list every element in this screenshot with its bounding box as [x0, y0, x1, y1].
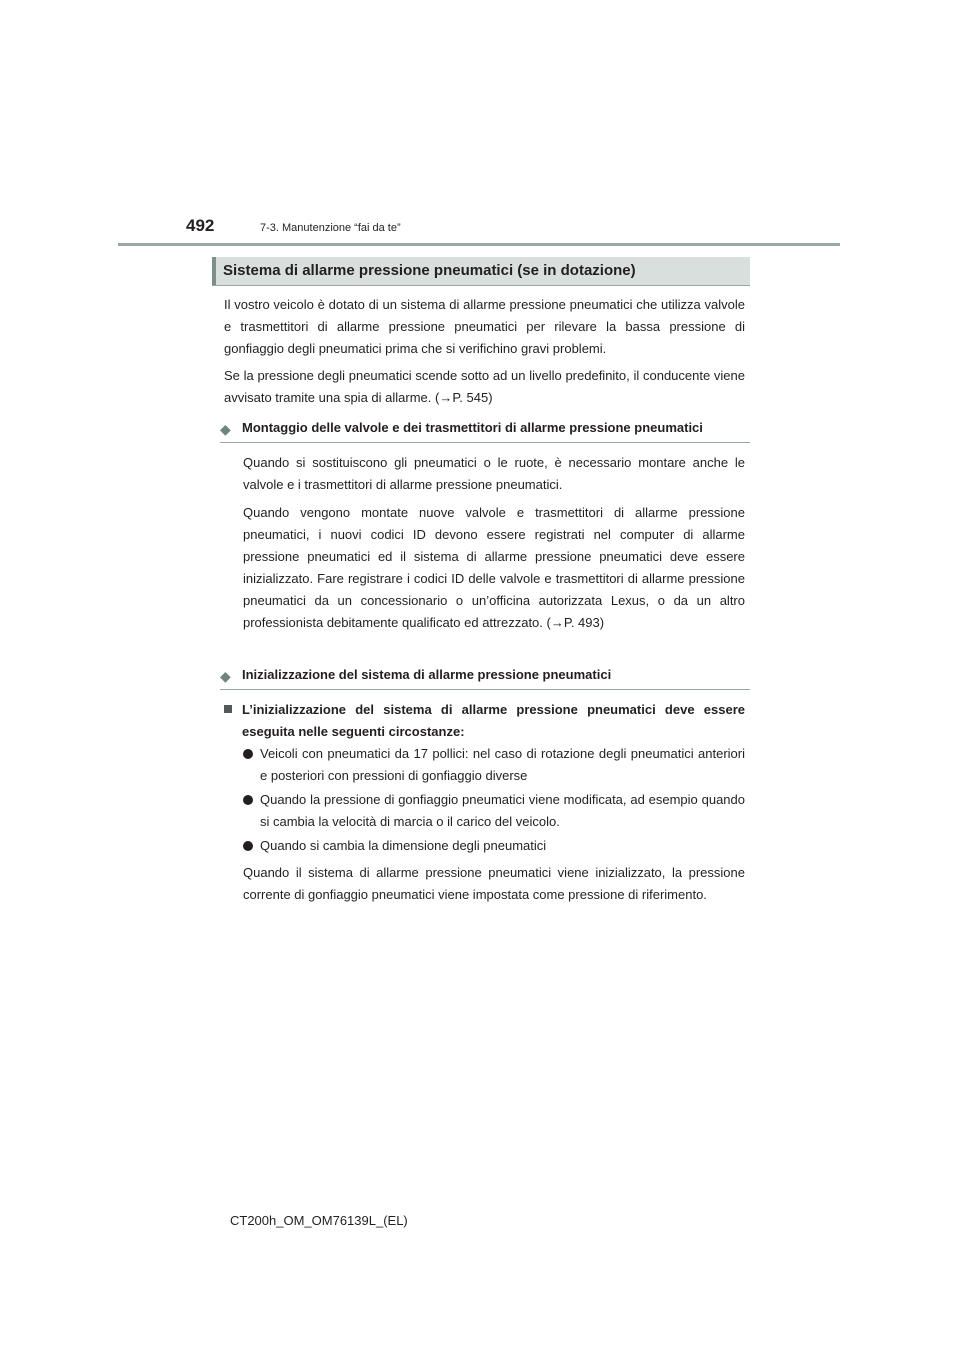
subheading-installing-title: Montaggio delle valvole e dei trasmettitori di allarme pressione pneumatici: [242, 420, 703, 435]
subheading-initializing: [220, 665, 750, 690]
section-title-box: [212, 257, 750, 286]
square-bullet-icon: [224, 705, 232, 713]
header-divider: [118, 243, 840, 246]
page-number: 492: [186, 216, 215, 235]
section-title: Sistema di allarme pressione pneumatici (se in dotazione): [223, 262, 636, 279]
bullet-dot-icon: [243, 841, 253, 851]
document-code: CT200h_OM_OM76139L_(EL): [230, 1213, 408, 1228]
list-item-text: Quando si cambia la dimensione degli pneumatici: [260, 838, 547, 853]
bullet-dot-icon: [243, 749, 253, 759]
subheading-installing: [220, 418, 750, 443]
section-title-accent-bar: [212, 257, 216, 285]
bullet-dot-icon: [243, 795, 253, 805]
intro-paragraph-1: Il vostro veicolo è dotato di un sistema di allarme pressione pneumatici che utilizza valvole e trasmettitori di allarme pressione pneumatici per rilevare la bassa pressione di gonfiaggio degli pneumatici prima che si verifichino gravi problemi.: [224, 297, 745, 356]
chapter-reference: 7-3. Manutenzione “fai da te”: [260, 222, 401, 234]
diamond-icon: ◆: [220, 668, 231, 684]
list-item-text: Veicoli con pneumatici da 17 pollici: nel caso di rotazione degli pneumatici anteriori e posteriori con pressioni di gonfiaggio diverse: [260, 746, 745, 783]
intro-paragraph-2: Se la pressione degli pneumatici scende sotto ad un livello predefinito, il conducente viene avvisato tramite una spia di allarme. (→P. 545): [224, 368, 745, 405]
circumstances-heading-text: L’inizializzazione del sistema di allarme pressione pneumatici deve essere eseguita nelle seguenti circostanze:: [242, 702, 745, 739]
initializing-paragraph: Quando il sistema di allarme pressione pneumatici viene inizializzato, la pressione corrente di gonfiaggio pneumatici viene impostata come pressione di riferimento.: [243, 865, 745, 902]
page-header: [186, 216, 846, 244]
installing-paragraph-1: Quando si sostituiscono gli pneumatici o le ruote, è necessario montare anche le valvole e i trasmettitori di allarme pressione pneumatici.: [243, 455, 745, 492]
installing-paragraph-2: Quando vengono montate nuove valvole e trasmettitori di allarme pressione pneumatici, i nuovi codici ID devono essere registrati nel computer di allarme pressione pneumatici ed il sistema di allarme pressione pneumatici deve essere inizializzato. Fare registrare i codici ID delle valvole e trasmettitori di allarme pressione pneumatici da un concessionario o un’officina autorizzata Lexus, o da un altro professionista debitamente qualificato ed attrezzato. (→P. 493): [243, 505, 745, 630]
list-item-text: Quando la pressione di gonfiaggio pneumatici viene modificata, ad esempio quando si cambia la velocità di marcia o il carico del veicolo.: [260, 792, 745, 829]
subheading-initializing-title: Inizializzazione del sistema di allarme pressione pneumatici: [242, 667, 612, 682]
diamond-icon: ◆: [220, 421, 231, 437]
